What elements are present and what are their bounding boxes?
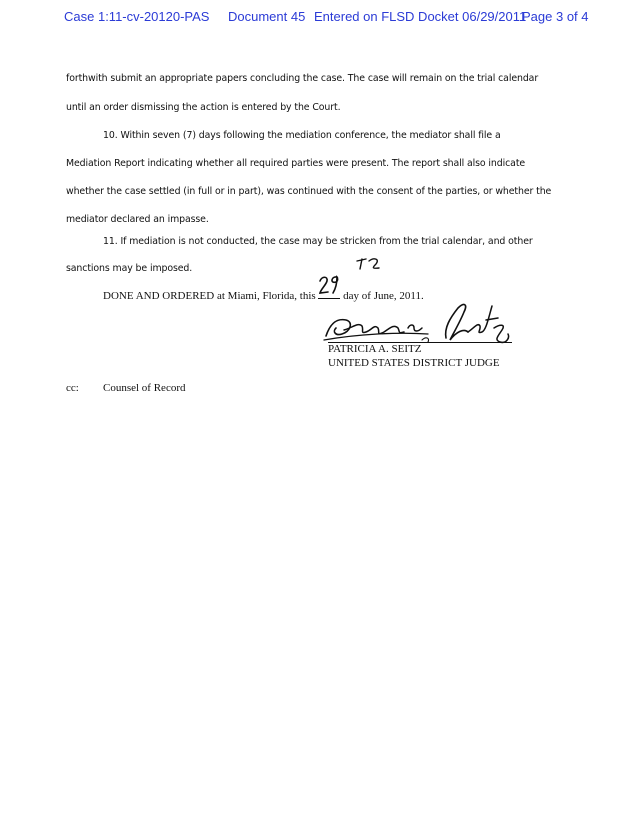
header-entered-date: Entered on FLSD Docket 06/29/2011 <box>314 9 527 24</box>
handwritten-day-glyphs <box>318 273 342 297</box>
cc-label: cc: <box>66 382 79 394</box>
handwritten-initials-mark <box>354 256 384 272</box>
done-suffix: day of June, 2011. <box>343 290 424 302</box>
body-line: until an order dismissing the action is entered by the Court. <box>66 102 341 113</box>
body-line: 11. If mediation is not conducted, the case may be stricken from the trial calendar, and other <box>103 236 533 247</box>
header-case-number: Case 1:11-cv-20120-PAS <box>64 9 210 24</box>
judge-name: PATRICIA A. SEITZ <box>328 343 422 355</box>
body-line: whether the case settled (in full or in part), was continued with the consent of the parties, or whether the <box>66 186 552 197</box>
cc-recipient: Counsel of Record <box>103 382 186 394</box>
body-line: Mediation Report indicating whether all required parties were present. The report shall also indicate <box>66 158 526 169</box>
body-line: forthwith submit an appropriate papers concluding the case. The case will remain on the trial calendar <box>66 73 539 84</box>
body-line: sanctions may be imposed. <box>66 263 193 274</box>
judge-signature <box>318 298 518 348</box>
header-document-number: Document 45 <box>228 9 306 24</box>
docket-header <box>64 9 589 25</box>
judge-title: UNITED STATES DISTRICT JUDGE <box>328 357 500 369</box>
body-line: 10. Within seven (7) days following the mediation conference, the mediator shall file a <box>103 130 501 141</box>
header-page-number: Page 3 of 4 <box>522 9 589 24</box>
body-line: mediator declared an impasse. <box>66 214 209 225</box>
done-prefix: DONE AND ORDERED at Miami, Florida, this <box>103 290 316 302</box>
